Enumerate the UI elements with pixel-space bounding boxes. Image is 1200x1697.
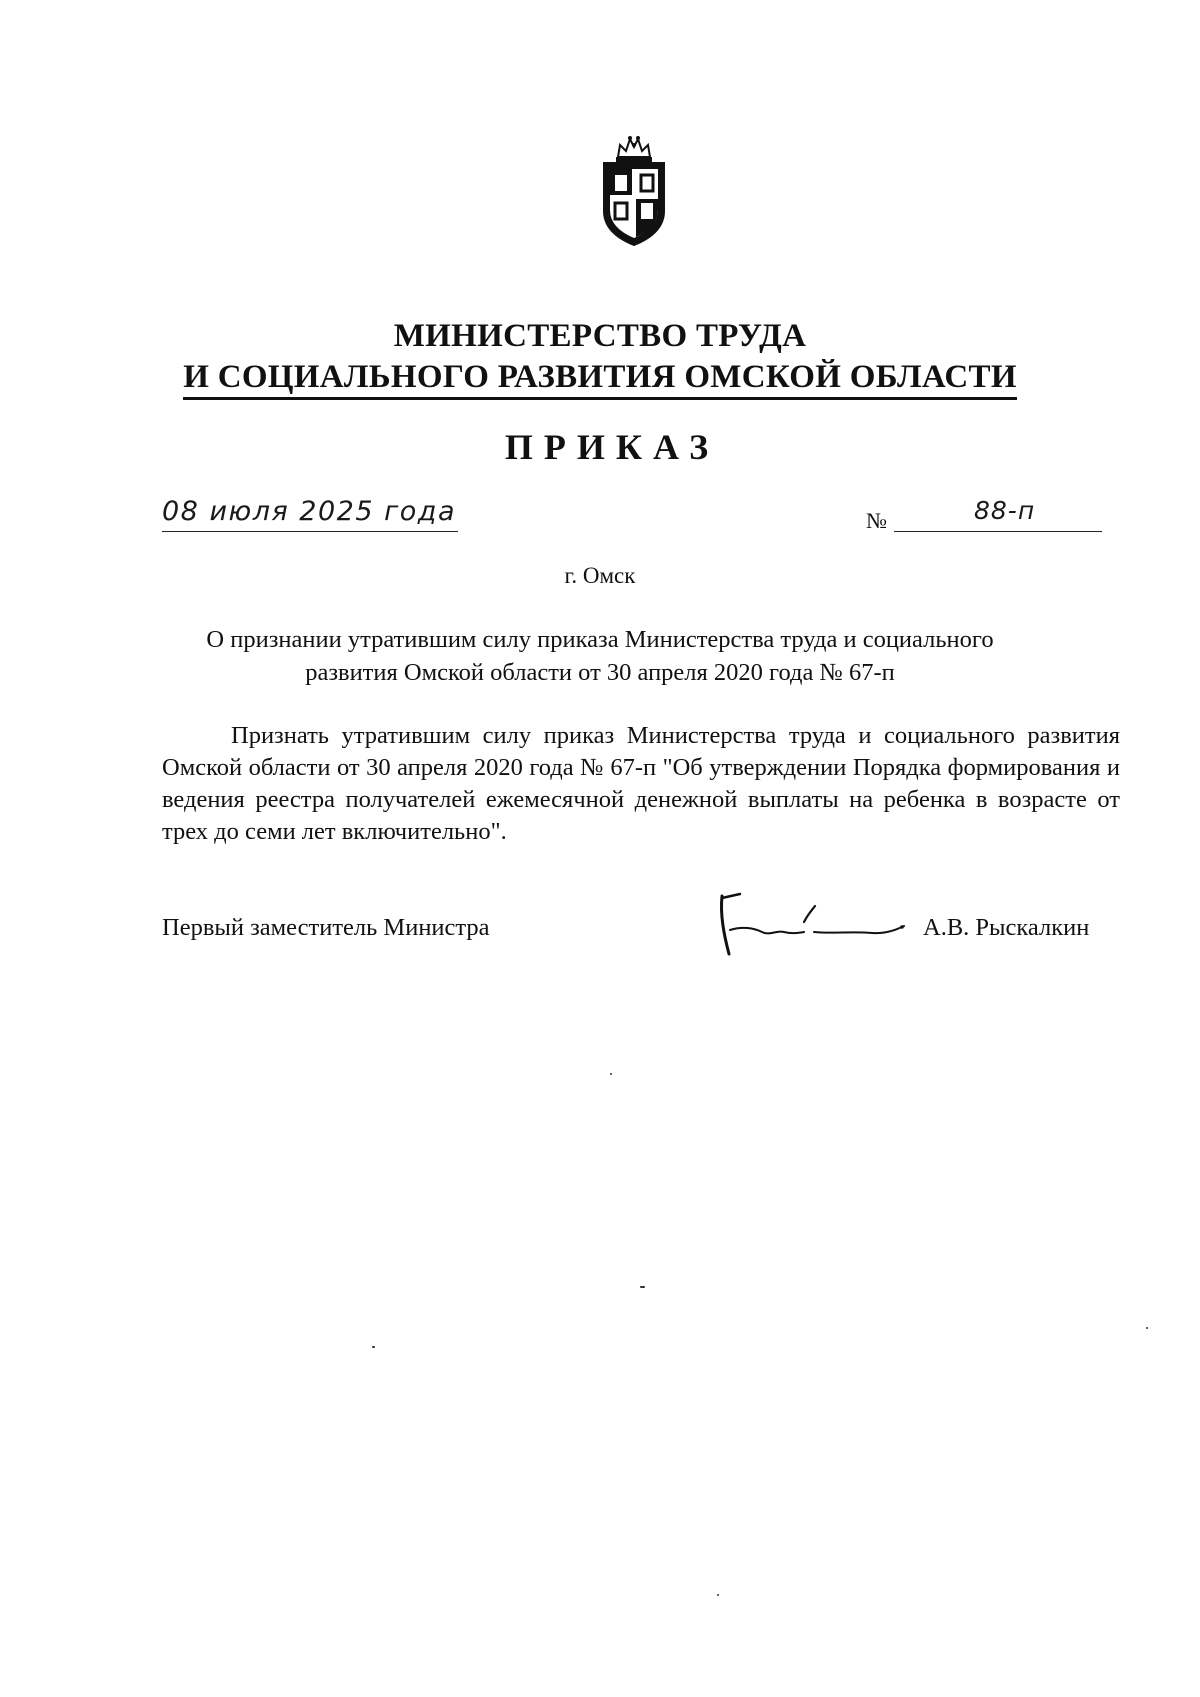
omsk-region-coat-of-arms-icon bbox=[598, 133, 670, 248]
scan-speck bbox=[717, 1594, 719, 1596]
subject-line1: О признании утратившим силу приказа Министерства труда и социального bbox=[206, 626, 994, 653]
ministry-name-line2-text: И СОЦИАЛЬНОГО РАЗВИТИЯ ОМСКОЙ ОБЛАСТИ bbox=[183, 359, 1017, 400]
ministry-name-line1: МИНИСТЕРСТВО ТРУДА bbox=[393, 318, 807, 354]
scan-speck bbox=[372, 1346, 375, 1348]
body-paragraph: Признать утратившим силу приказ Министерства труда и социального развития Омской области от 30 апреля 2020 года № 67-п "Об утверждении Порядка формирования и ведения реестра получателей ежемесячной денежной выплаты на ребенка в возрасте от трех до семи лет включительно". bbox=[162, 722, 1120, 845]
number-underline bbox=[894, 531, 1102, 532]
ministry-name-line2 bbox=[0, 359, 1200, 400]
scan-speck bbox=[640, 1286, 645, 1288]
document-type-title: ПРИКАЗ bbox=[504, 427, 720, 467]
handwritten-date: 08 июля 2025 года bbox=[162, 496, 457, 527]
subject-line2: развития Омской области от 30 апреля 2020 года № 67-п bbox=[305, 659, 895, 686]
number-field bbox=[894, 496, 1102, 536]
signer-name: А.В. Рыскалкин bbox=[923, 914, 1090, 941]
date-underline bbox=[162, 531, 458, 532]
date-field bbox=[162, 496, 458, 527]
handwritten-signature-icon bbox=[712, 890, 912, 960]
scan-speck bbox=[1146, 1327, 1148, 1329]
signer-position: Первый заместитель Министра bbox=[162, 914, 490, 941]
scan-speck bbox=[610, 1073, 612, 1075]
number-label: № bbox=[866, 508, 887, 533]
document-subject bbox=[140, 623, 1060, 689]
city: г. Омск bbox=[564, 563, 636, 588]
handwritten-number: 88-п bbox=[974, 496, 1036, 525]
